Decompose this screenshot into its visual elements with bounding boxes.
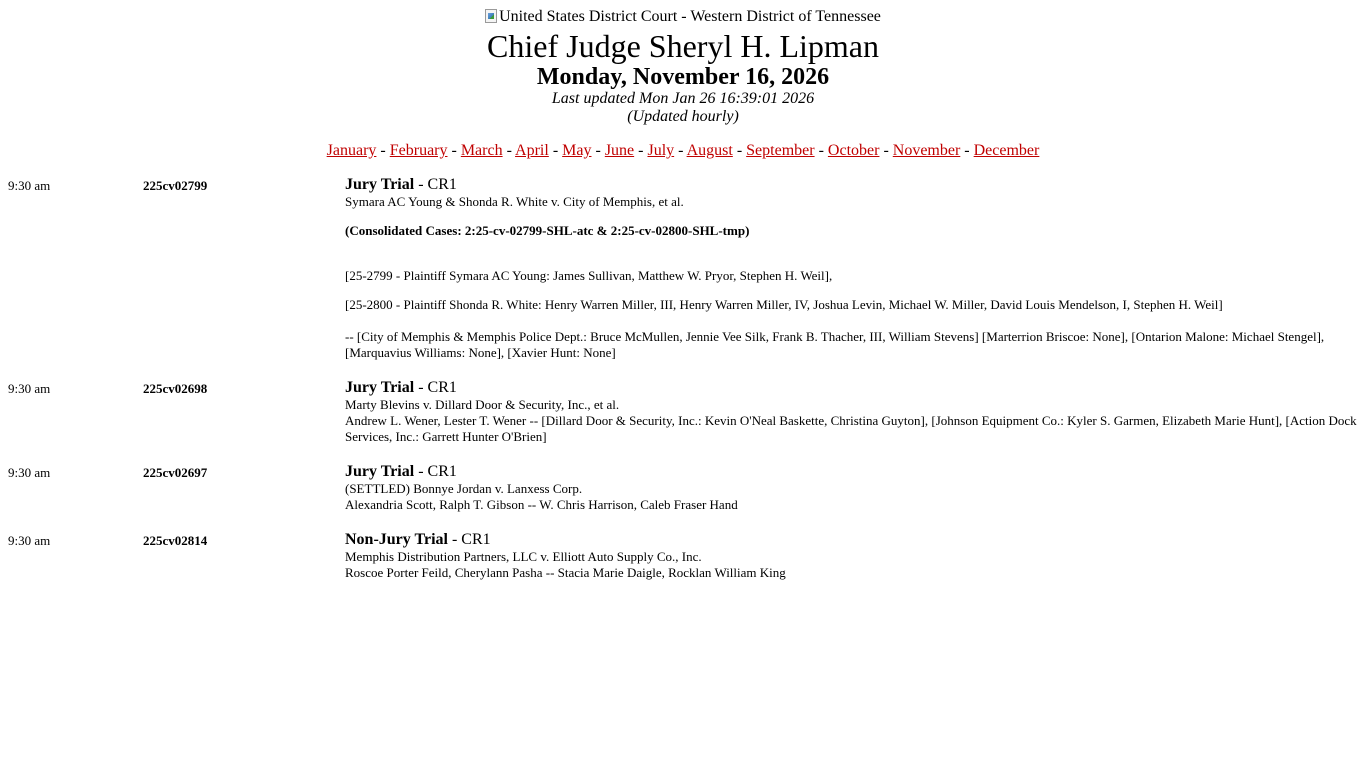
entry-hearing-type — [345, 379, 1359, 397]
calendar-entry — [0, 379, 1366, 445]
month-link-december[interactable]: December — [973, 142, 1040, 159]
entry-spacer — [0, 361, 1366, 379]
case-caption: (SETTLED) Bonnye Jordan v. Lanxess Corp. — [345, 481, 583, 496]
entry-case-number: 225cv02814 — [143, 533, 208, 548]
month-link-april[interactable]: April — [515, 142, 549, 159]
judge-name: Chief Judge Sheryl H. Lipman — [487, 28, 879, 64]
counsel-list: Roscoe Porter Feild, Cherylann Pasha -- Stacia Marie Daigle, Rocklan William King — [345, 565, 786, 580]
entry-time: 9:30 am — [8, 533, 51, 548]
month-link-october[interactable]: October — [827, 142, 880, 159]
consolidated-cases-note: (Consolidated Cases: 2:25-cv-02799-SHL-atc & 2:25-cv-02800-SHL-tmp) — [345, 223, 750, 238]
month-separator: - — [879, 142, 893, 159]
entry-spacer — [0, 445, 1366, 463]
hearing-type-label: Jury Trial — [345, 463, 415, 480]
month-link-february[interactable]: February — [389, 142, 448, 159]
entry-details — [345, 463, 1359, 513]
court-logo-alt-text: United States District Court - Western District of Tennessee — [499, 8, 881, 25]
hearing-type-label: Non-Jury Trial — [345, 531, 448, 548]
month-navigation — [0, 142, 1366, 160]
courtroom-label: - CR1 — [414, 463, 457, 480]
month-link-march[interactable]: March — [460, 142, 503, 159]
month-separator: - — [548, 142, 563, 159]
entry-details — [345, 379, 1359, 445]
entry-time: 9:30 am — [8, 178, 51, 193]
month-separator: - — [376, 142, 390, 159]
last-updated: Last updated Mon Jan 26 16:39:01 2026 — [551, 90, 815, 107]
entry-time: 9:30 am — [8, 465, 51, 480]
courtroom-label: - CR1 — [414, 176, 457, 193]
case-caption: Memphis Distribution Partners, LLC v. Elliott Auto Supply Co., Inc. — [345, 549, 702, 564]
calendar-entry — [0, 531, 1366, 581]
month-link-september[interactable]: September — [746, 142, 815, 159]
case-caption: Marty Blevins v. Dillard Door & Security, Inc., et al. — [345, 397, 620, 412]
entry-spacer — [0, 513, 1366, 531]
month-separator: - — [732, 142, 747, 159]
month-separator: - — [674, 142, 687, 159]
month-separator: - — [502, 142, 516, 159]
counsel-list: Alexandria Scott, Ralph T. Gibson -- W. Chris Harrison, Caleb Fraser Hand — [345, 497, 738, 512]
month-separator: - — [814, 142, 828, 159]
hearing-type-label: Jury Trial — [345, 176, 415, 193]
page-header — [0, 0, 1366, 160]
broken-image-icon — [485, 9, 497, 23]
month-link-august[interactable]: August — [686, 142, 733, 159]
calendar-date: Monday, November 16, 2026 — [536, 64, 830, 90]
month-separator: - — [960, 142, 974, 159]
hearing-type-label: Jury Trial — [345, 379, 415, 396]
courtroom-label: - CR1 — [414, 379, 457, 396]
entry-details — [345, 531, 1359, 581]
calendar-entry — [0, 463, 1366, 513]
entry-time: 9:30 am — [8, 381, 51, 396]
court-logo — [485, 8, 881, 26]
month-link-may[interactable]: May — [562, 142, 592, 159]
calendar-list — [0, 176, 1366, 581]
counsel-list: Andrew L. Wener, Lester T. Wener -- [Dillard Door & Security, Inc.: Kevin O'Neal Baskette, Christina Guyton], [Johnson Equipment Co.: Kyler S. Garmen, Elizabeth Marie Hunt], [Action Dock Services, Inc.: Garrett Hunter O'Brien] — [345, 413, 1357, 444]
month-link-june[interactable]: June — [604, 142, 635, 159]
entry-hearing-type — [345, 463, 1359, 481]
counsel-plaintiff-white: [25-2800 - Plaintiff Shonda R. White: Henry Warren Miller, III, Henry Warren Miller, IV, Joshua Levin, Michael W. Miller, David Louis Mendelson, I, Stephen H. Weil] — [345, 297, 1223, 312]
entry-hearing-type — [345, 176, 1359, 194]
entry-case-number: 225cv02697 — [143, 465, 208, 480]
courtroom-label: - CR1 — [447, 531, 491, 548]
month-link-july[interactable]: July — [647, 142, 675, 159]
month-separator: - — [634, 142, 648, 159]
update-frequency-note: (Updated hourly) — [627, 108, 739, 125]
month-link-november[interactable]: November — [892, 142, 961, 159]
counsel-defendants: -- [City of Memphis & Memphis Police Dept.: Bruce McMullen, Jennie Vee Silk, Frank B. Thacher, III, William Stevens] [Marterrion Briscoe: None], [Ontarion Malone: Michael Stengel], [Marquavius Williams: None], [Xavier Hunt: None] — [345, 329, 1325, 360]
entry-case-number: 225cv02698 — [143, 381, 208, 396]
case-caption: Symara AC Young & Shonda R. White v. City of Memphis, et al. — [345, 194, 684, 209]
entry-hearing-type — [345, 531, 1359, 549]
counsel-plaintiff-young: [25-2799 - Plaintiff Symara AC Young: James Sullivan, Matthew W. Pryor, Stephen H. Weil], — [345, 268, 833, 283]
calendar-entry — [0, 176, 1366, 361]
month-separator: - — [591, 142, 605, 159]
entry-details — [345, 176, 1359, 361]
entry-case-number: 225cv02799 — [143, 178, 208, 193]
month-link-january[interactable]: January — [326, 142, 377, 159]
month-separator: - — [447, 142, 461, 159]
